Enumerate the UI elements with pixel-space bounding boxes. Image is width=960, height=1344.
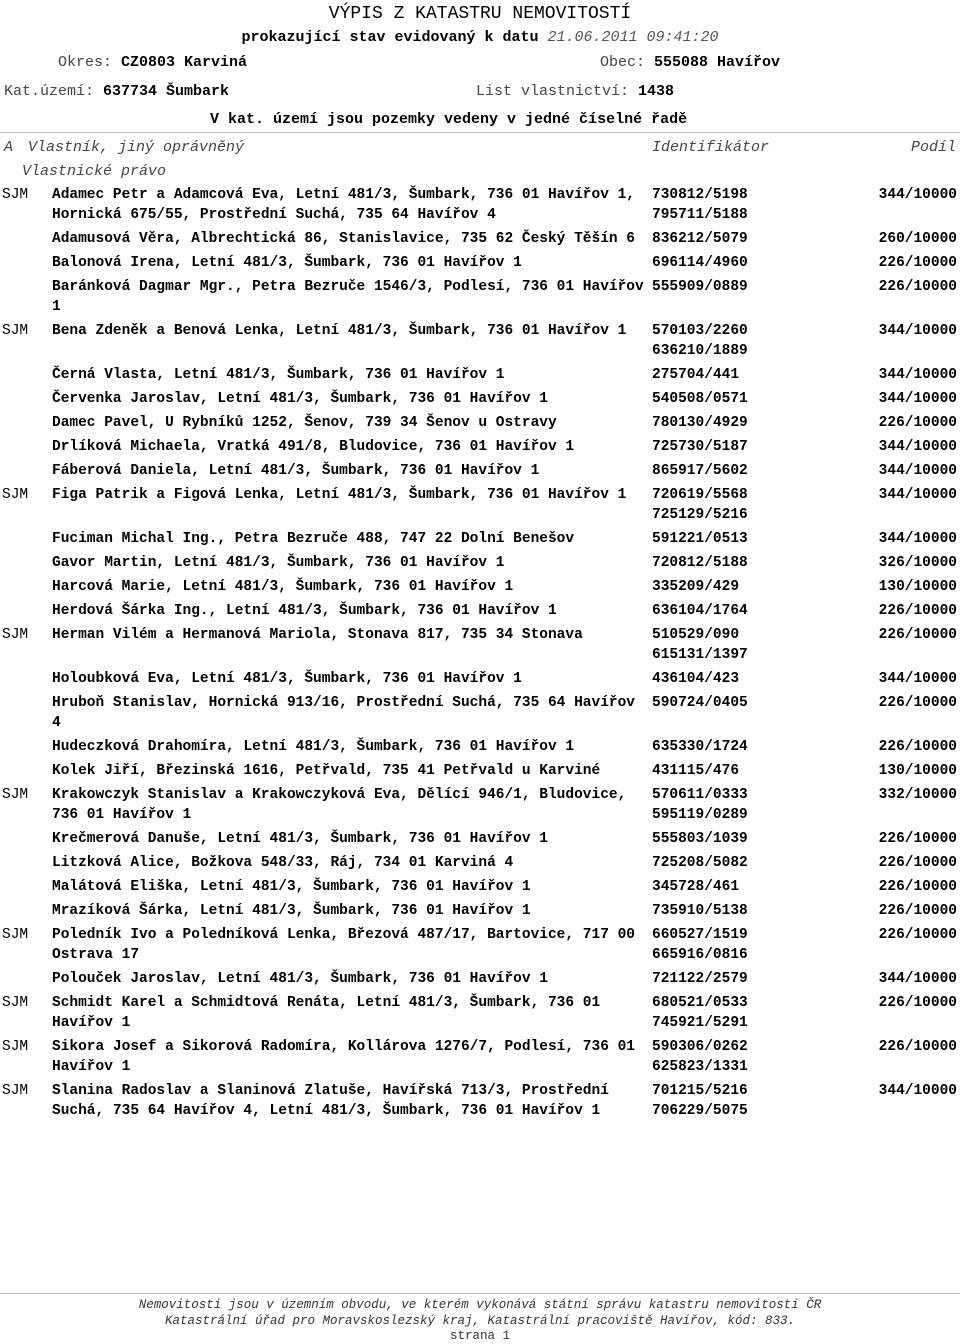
obec-line	[600, 54, 780, 71]
owner-name-address: Bena Zdeněk a Benová Lenka, Letní 481/3, Šumbark, 736 01 Havířov 1	[52, 323, 627, 339]
owner-name-address: Figa Patrik a Figová Lenka, Letní 481/3, Šumbark, 736 01 Havířov 1	[52, 487, 627, 503]
section-letter: A	[4, 139, 14, 156]
owner-identifier: 730812/5198	[652, 187, 748, 203]
table-row	[0, 785, 960, 825]
owner-identifiers	[652, 365, 822, 385]
owner-share: 226/10000	[878, 739, 957, 755]
owner-share: 332/10000	[878, 787, 957, 803]
owner-name-address: Balonová Irena, Letní 481/3, Šumbark, 736 01 Havířov 1	[52, 255, 522, 271]
ownership-type: SJM	[2, 927, 29, 943]
owner-identifier: 660527/1519	[652, 927, 748, 943]
ownership-type: SJM	[2, 787, 29, 803]
owner-identifier: 696114/4960	[652, 255, 748, 271]
owner-share: 130/10000	[878, 579, 957, 595]
footer-line-2: Katastrální úřad pro Moravskoslezský kraj, Katastrální pracoviště Havířov, kód: 833.	[164, 1314, 796, 1328]
owner-name-address: Mrazíková Šárka, Letní 481/3, Šumbark, 736 01 Havířov 1	[52, 903, 531, 919]
owner-name-address: Adamec Petr a Adamcová Eva, Letní 481/3, Šumbark, 736 01 Havířov 1, Hornická 675/55, Prostřední Suchá, 735 64 Havířov 4	[52, 187, 644, 223]
owner-identifiers	[652, 761, 822, 781]
ownership-type	[0, 901, 52, 921]
footer-line-1: Nemovitosti jsou v územním obvodu, ve kterém vykonává státní správu katastru nemovitostí ČR	[138, 1298, 822, 1312]
owner-identifier: 701215/5216	[652, 1083, 748, 1099]
ownership-type: SJM	[2, 187, 29, 203]
owner-share: 344/10000	[878, 487, 957, 503]
ownership-type: SJM	[2, 1039, 29, 1055]
column-identifier: Identifikátor	[652, 139, 770, 156]
owner-identifier: 625823/1331	[652, 1059, 748, 1075]
owner-identifier: 865917/5602	[652, 463, 748, 479]
owner-identifier: 636210/1889	[652, 343, 748, 359]
owner-identifiers	[652, 185, 822, 225]
owner-identifier: 745921/5291	[652, 1015, 748, 1031]
ownership-type: SJM	[2, 995, 29, 1011]
table-row	[0, 321, 960, 361]
owner-identifier: 721122/2579	[652, 971, 748, 987]
column-share: Podíl	[910, 139, 956, 156]
owner-identifier: 665916/0816	[652, 947, 748, 963]
ownership-type	[0, 529, 52, 549]
ownership-type: SJM	[2, 323, 29, 339]
owner-identifiers	[652, 485, 822, 525]
owner-identifiers	[652, 669, 822, 689]
owner-identifiers	[652, 853, 822, 873]
owner-name-address: Fuciman Michal Ing., Petra Bezruče 488, 747 22 Dolní Benešov	[52, 531, 575, 547]
owner-share: 226/10000	[878, 927, 957, 943]
table-row	[0, 853, 960, 873]
owner-identifier: 431115/476	[652, 763, 740, 779]
table-row	[0, 253, 960, 273]
table-row	[0, 437, 960, 457]
owner-share: 344/10000	[878, 971, 957, 987]
owner-name-address: Adamusová Věra, Albrechtická 86, Stanislavice, 735 62 Český Těšín 6	[52, 231, 635, 247]
owner-identifiers	[652, 693, 822, 733]
owner-identifier: 720619/5568	[652, 487, 748, 503]
owner-name-address: Litzková Alice, Božkova 548/33, Ráj, 734 01 Karviná 4	[52, 855, 514, 871]
ownership-type	[0, 253, 52, 273]
okres-value: CZ0803 Karviná	[121, 54, 248, 71]
table-row	[0, 529, 960, 549]
ownership-type	[0, 577, 52, 597]
lv-label: List vlastnictví:	[476, 83, 630, 100]
okres-label: Okres:	[58, 54, 113, 71]
table-row	[0, 553, 960, 573]
ownership-right-label: Vlastnické právo	[22, 163, 167, 180]
owner-name-address: Gavor Martin, Letní 481/3, Šumbark, 736 01 Havířov 1	[52, 555, 505, 571]
owner-share: 226/10000	[878, 831, 957, 847]
owner-share: 226/10000	[878, 695, 957, 711]
owner-name-address: Malátová Eliška, Letní 481/3, Šumbark, 736 01 Havířov 1	[52, 879, 531, 895]
owner-identifier: 635330/1724	[652, 739, 748, 755]
owner-identifier: 335209/429	[652, 579, 740, 595]
owner-identifiers	[652, 925, 822, 965]
owner-identifier: 735910/5138	[652, 903, 748, 919]
table-row	[0, 185, 960, 225]
ownership-type	[0, 669, 52, 689]
owner-identifier: 725730/5187	[652, 439, 748, 455]
ownership-type	[0, 413, 52, 433]
owner-identifiers	[652, 277, 822, 317]
katuzemi-label: Kat.území:	[4, 83, 95, 100]
owner-identifiers	[652, 993, 822, 1033]
table-row	[0, 737, 960, 757]
owner-identifier: 636104/1764	[652, 603, 748, 619]
katuzemi-value: 637734 Šumbark	[103, 83, 230, 100]
owner-identifier: 725129/5216	[652, 507, 748, 523]
ownership-type	[0, 437, 52, 457]
owner-share: 226/10000	[878, 855, 957, 871]
owner-identifiers	[652, 229, 822, 249]
lv-value: 1438	[638, 83, 675, 100]
table-row	[0, 1037, 960, 1077]
owner-identifiers	[652, 253, 822, 273]
owner-identifiers	[652, 625, 822, 665]
katuzemi-line	[4, 83, 229, 100]
owner-identifier: 780130/4929	[652, 415, 748, 431]
owner-identifier: 795711/5188	[652, 207, 748, 223]
owner-identifiers	[652, 389, 822, 409]
ownership-type	[0, 277, 52, 317]
owner-name-address: Damec Pavel, U Rybníků 1252, Šenov, 739 34 Šenov u Ostravy	[52, 415, 557, 431]
ownership-type	[0, 553, 52, 573]
owner-identifiers	[652, 737, 822, 757]
owner-share: 344/10000	[878, 187, 957, 203]
owner-identifiers	[652, 829, 822, 849]
owner-name-address: Herdová Šárka Ing., Letní 481/3, Šumbark, 736 01 Havířov 1	[52, 603, 557, 619]
owner-identifier: 680521/0533	[652, 995, 748, 1011]
owner-share: 226/10000	[878, 879, 957, 895]
owner-share: 326/10000	[878, 555, 957, 571]
owner-identifiers	[652, 577, 822, 597]
owner-name-address: Polouček Jaroslav, Letní 481/3, Šumbark, 736 01 Havířov 1	[52, 971, 548, 987]
owner-share: 344/10000	[878, 391, 957, 407]
okres-line	[58, 54, 247, 71]
table-row	[0, 365, 960, 385]
owner-identifiers	[652, 529, 822, 549]
lv-line	[476, 83, 674, 100]
owner-identifier: 836212/5079	[652, 231, 748, 247]
owner-share: 226/10000	[878, 903, 957, 919]
owner-identifiers	[652, 969, 822, 989]
owner-identifier: 275704/441	[652, 367, 740, 383]
owner-share: 226/10000	[878, 603, 957, 619]
owner-share: 226/10000	[878, 415, 957, 431]
ownership-type	[0, 389, 52, 409]
owner-identifiers	[652, 461, 822, 481]
owner-share: 344/10000	[878, 671, 957, 687]
ownership-type	[0, 877, 52, 897]
obec-label: Obec:	[600, 54, 646, 71]
owner-identifier: 590724/0405	[652, 695, 748, 711]
owner-name-address: Holoubková Eva, Letní 481/3, Šumbark, 736 01 Havířov 1	[52, 671, 522, 687]
owner-name-address: Hudeczková Drahomíra, Letní 481/3, Šumbark, 736 01 Havířov 1	[52, 739, 575, 755]
owner-name-address: Slanina Radoslav a Slaninová Zlatuše, Havířská 713/3, Prostřední Suchá, 735 64 Havířov 4, Letní 481/3, Šumbark, 736 01 Havířov 1	[52, 1083, 618, 1119]
owner-identifiers	[652, 437, 822, 457]
owner-share: 344/10000	[878, 439, 957, 455]
table-row	[0, 761, 960, 781]
owner-identifiers	[652, 877, 822, 897]
table-row	[0, 925, 960, 965]
ownership-type	[0, 853, 52, 873]
owner-identifier: 591221/0513	[652, 531, 748, 547]
owner-identifiers	[652, 785, 822, 825]
ownership-type	[0, 737, 52, 757]
owners-table	[0, 185, 960, 1125]
document-title: VÝPIS Z KATASTRU NEMOVITOSTÍ	[328, 4, 632, 24]
owner-name-address: Černá Vlasta, Letní 481/3, Šumbark, 736 01 Havířov 1	[52, 367, 505, 383]
owner-identifier: 706229/5075	[652, 1103, 748, 1119]
table-row	[0, 669, 960, 689]
table-row	[0, 901, 960, 921]
owner-share: 226/10000	[878, 255, 957, 271]
owner-identifier: 570611/0333	[652, 787, 748, 803]
owner-share: 260/10000	[878, 231, 957, 247]
ownership-type: SJM	[2, 1083, 29, 1099]
owner-identifiers	[652, 413, 822, 433]
owner-identifier: 725208/5082	[652, 855, 748, 871]
owner-identifier: 720812/5188	[652, 555, 748, 571]
table-row	[0, 993, 960, 1033]
owner-identifiers	[652, 601, 822, 621]
owner-share: 344/10000	[878, 323, 957, 339]
footer-rule	[0, 1293, 960, 1294]
table-row	[0, 485, 960, 525]
owner-name-address: Drlíková Michaela, Vratká 491/8, Bludovice, 736 01 Havířov 1	[52, 439, 575, 455]
table-row	[0, 693, 960, 733]
owner-name-address: Červenka Jaroslav, Letní 481/3, Šumbark, 736 01 Havířov 1	[52, 391, 548, 407]
owner-name-address: Schmidt Karel a Schmidtová Renáta, Letní 481/3, Šumbark, 736 01 Havířov 1	[52, 995, 609, 1031]
numbering-note: V kat. území jsou pozemky vedeny v jedné číselné řadě	[210, 111, 688, 128]
owner-share: 344/10000	[878, 463, 957, 479]
table-row	[0, 969, 960, 989]
ownership-type	[0, 461, 52, 481]
subtitle-date: 21.06.2011 09:41:20	[547, 29, 719, 46]
document-subtitle	[0, 29, 960, 46]
owner-name-address: Baránková Dagmar Mgr., Petra Bezruče 1546/3, Podlesí, 736 01 Havířov 1	[52, 279, 653, 315]
owner-identifier: 615131/1397	[652, 647, 748, 663]
table-row	[0, 1081, 960, 1121]
owner-name-address: Hruboň Stanislav, Hornická 913/16, Prostřední Suchá, 735 64 Havířov 4	[52, 695, 644, 731]
table-row	[0, 229, 960, 249]
owner-name-address: Fáberová Daniela, Letní 481/3, Šumbark, 736 01 Havířov 1	[52, 463, 540, 479]
owner-name-address: Harcová Marie, Letní 481/3, Šumbark, 736 01 Havířov 1	[52, 579, 514, 595]
table-row	[0, 601, 960, 621]
table-row	[0, 577, 960, 597]
table-row	[0, 625, 960, 665]
column-owner: Vlastník, jiný oprávněný	[28, 139, 245, 156]
ownership-type	[0, 229, 52, 249]
owner-name-address: Poledník Ivo a Poledníková Lenka, Březová 487/17, Bartovice, 717 00 Ostrava 17	[52, 927, 644, 963]
page-number: strana 1	[449, 1329, 510, 1343]
ownership-type	[0, 761, 52, 781]
owner-identifier: 570103/2260	[652, 323, 748, 339]
owner-identifiers	[652, 901, 822, 921]
obec-value: 555088 Havířov	[654, 54, 781, 71]
table-row	[0, 413, 960, 433]
owner-identifiers	[652, 553, 822, 573]
subtitle-prefix: prokazující stav evidovaný k datu	[241, 29, 539, 46]
owner-name-address: Sikora Josef a Sikorová Radomíra, Kollárova 1276/7, Podlesí, 736 01 Havířov 1	[52, 1039, 644, 1075]
owner-identifier: 436104/423	[652, 671, 740, 687]
owner-identifier: 595119/0289	[652, 807, 748, 823]
owner-share: 130/10000	[878, 763, 957, 779]
owner-share: 344/10000	[878, 367, 957, 383]
table-row	[0, 877, 960, 897]
table-row	[0, 389, 960, 409]
ownership-type	[0, 969, 52, 989]
owner-share: 226/10000	[878, 627, 957, 643]
table-row	[0, 277, 960, 317]
owner-identifiers	[652, 1081, 822, 1121]
owner-share: 344/10000	[878, 531, 957, 547]
owner-identifier: 510529/090	[652, 627, 740, 643]
ownership-type: SJM	[2, 487, 29, 503]
owner-identifiers	[652, 1037, 822, 1077]
owner-identifier: 345728/461	[652, 879, 740, 895]
owner-name-address: Krečmerová Danuše, Letní 481/3, Šumbark, 736 01 Havířov 1	[52, 831, 548, 847]
owner-name-address: Herman Vilém a Hermanová Mariola, Stonava 817, 735 34 Stonava	[52, 627, 583, 643]
owner-share: 344/10000	[878, 1083, 957, 1099]
ownership-type	[0, 365, 52, 385]
owner-name-address: Krakowczyk Stanislav a Krakowczyková Eva, Dělící 946/1, Bludovice, 736 01 Havířov 1	[52, 787, 635, 823]
header-rule	[0, 132, 960, 133]
owner-identifier: 555909/0889	[652, 279, 748, 295]
ownership-type	[0, 693, 52, 733]
ownership-type: SJM	[2, 627, 29, 643]
owner-share: 226/10000	[878, 279, 957, 295]
owner-identifier: 590306/0262	[652, 1039, 748, 1055]
owner-share: 226/10000	[878, 995, 957, 1011]
ownership-type	[0, 601, 52, 621]
owner-identifiers	[652, 321, 822, 361]
table-row	[0, 461, 960, 481]
table-row	[0, 829, 960, 849]
owner-identifier: 555803/1039	[652, 831, 748, 847]
owner-share: 226/10000	[878, 1039, 957, 1055]
owner-name-address: Kolek Jiří, Březinská 1616, Petřvald, 735 41 Petřvald u Karviné	[52, 763, 601, 779]
owner-identifier: 540508/0571	[652, 391, 748, 407]
ownership-type	[0, 829, 52, 849]
